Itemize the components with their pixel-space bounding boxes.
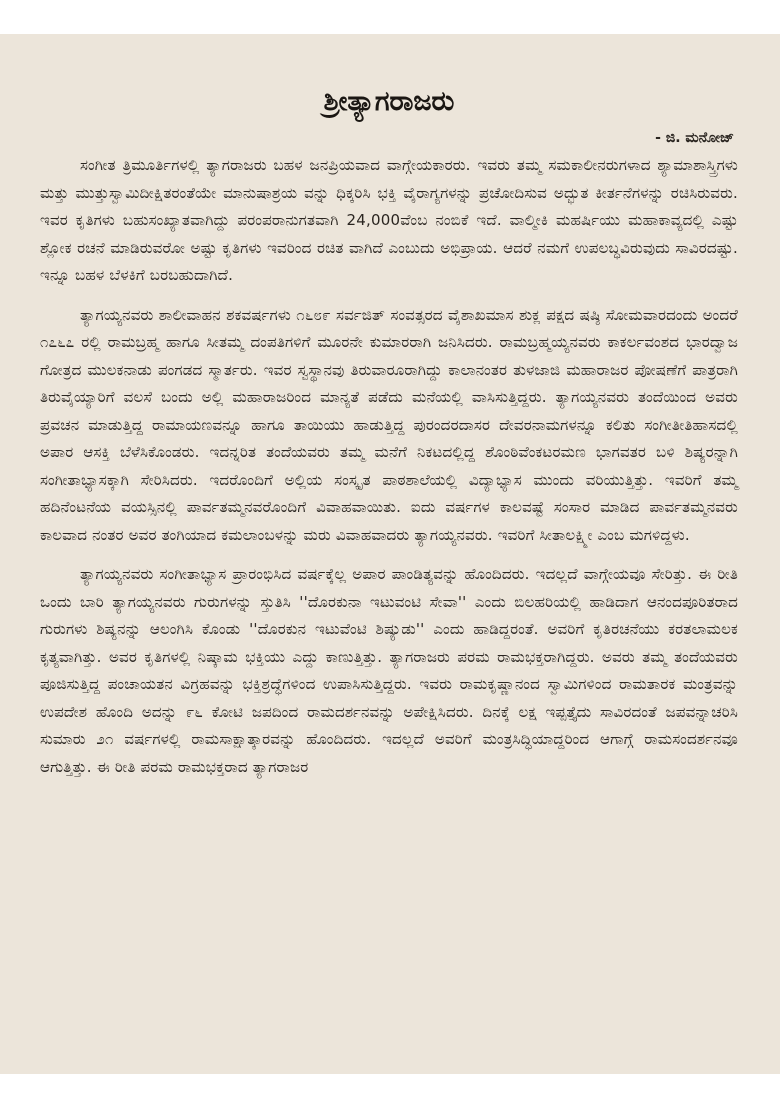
scanned-page [0, 34, 780, 1074]
paragraph-3: ತ್ಯಾಗಯ್ಯನವರು ಸಂಗೀತಾಭ್ಯಾಸ ಪ್ರಾರಂಭಿಸಿದ ವರ್ಷಕ್ಕೆಲ್ಲ ಅಪಾರ ಪಾಂಡಿತ್ಯವನ್ನು ಹೊಂದಿದರು. ಇದಲ್ಲದೆ ವಾಗ್ಗೇಯವೂ ಸೇರಿತ್ತು. ಈ ರೀತಿ ಒಂದು ಬಾರಿ ತ್ಯಾಗಯ್ಯನವರು ಗುರುಗಳನ್ನು ಸ್ತುತಿಸಿ ''ದೊರಕುನಾ ಇಟುವಂಟಿ ಸೇವಾ'' ಎಂದು ಬಿಲಹರಿಯಲ್ಲಿ ಹಾಡಿದಾಗ ಆನಂದಪೂರಿತರಾದ ಗುರುಗಳು ಶಿಷ್ಯನನ್ನು ಆಲಂಗಿಸಿ ಕೊಂಡು ''ದೊರಕುನ ಇಟುವೆಂಟಿ ಶಿಷ್ಯುಡು'' ಎಂದು ಹಾಡಿದ್ದರಂತೆ. ಅವರಿಗೆ ಕೃತಿರಚನೆಯು ಕರತಲಾಮಲಕ ಕೃತ್ಯವಾಗಿತ್ತು. ಅವರ ಕೃತಿಗಳಲ್ಲಿ ನಿಷ್ಕಾಮ ಭಕ್ತಿಯು ಎದ್ದು ಕಾಣುತ್ತಿತ್ತು. ತ್ಯಾಗರಾಜರು ಪರಮ ರಾಮಭಕ್ತರಾಗಿದ್ದರು. ಅವರು ತಮ್ಮ ತಂದೆಯವರು ಪೂಜಿಸುತ್ತಿದ್ದ ಪಂಚಾಯತನ ವಿಗ್ರಹವನ್ನು ಭಕ್ತಿಶ್ರದ್ಧೆಗಳಿಂದ ಉಪಾಸಿಸುತ್ತಿದ್ದರು. ಇವರು ರಾಮಕೃಷ್ಣಾನಂದ ಸ್ವಾಮಿಗಳಿಂದ ರಾಮತಾರಕ ಮಂತ್ರವನ್ನು ಉಪದೇಶ ಹೊಂದಿ ಅದನ್ನು ೯೬ ಕೋಟಿ ಜಪದಿಂದ ರಾಮದರ್ಶನವನ್ನು ಅಪೇಕ್ಷಿಸಿದರು. ದಿನಕ್ಕೆ ಲಕ್ಷ ಇಪ್ಪತ್ತೈದು ಸಾವಿರದಂತೆ ಜಪವನ್ನಾಚರಿಸಿ ಸುಮಾರು ೨೧ ವರ್ಷಗಳಲ್ಲಿ ರಾಮಸಾಕ್ಷಾತ್ಕಾರವನ್ನು ಹೊಂದಿದರು. ಇದಲ್ಲದೆ ಅವರಿಗೆ ಮಂತ್ರಸಿದ್ಧಿಯಾದ್ದರಿಂದ ಆಗಾಗ್ಗೆ ರಾಮಸಂದರ್ಶನವೂ ಆಗುತ್ತಿತ್ತು. ಈ ರೀತಿ ಪರಮ ರಾಮಭಕ್ತರಾದ ತ್ಯಾಗರಾಜರ [40, 565, 738, 776]
article-title: ಶ್ರೀತ್ಯಾಗರಾಜರು [323, 86, 455, 117]
paragraph-2: ತ್ಯಾಗಯ್ಯನವರು ಶಾಲೀವಾಹನ ಶಕವರ್ಷಗಳು ೧೬೮೯ ಸರ್ವಜಿತ್ ಸಂವತ್ಸರದ ವೈಶಾಖಮಾಸ ಶುಕ್ಲ ಪಕ್ಷದ ಷಷ್ಠಿ ಸೋಮವಾರದಂದು ಅಂದರೆ ೧೭೬೭ ರಲ್ಲಿ ರಾಮಬ್ರಹ್ಮ ಹಾಗೂ ಸೀತಮ್ಮ ದಂಪತಿಗಳಿಗೆ ಮೂರನೇ ಕುಮಾರರಾಗಿ ಜನಿಸಿದರು. ರಾಮಬ್ರಹ್ಮಯ್ಯನವರು ಕಾಕರ್ಲವಂಶದ ಭಾರದ್ವಾಜ ಗೋತ್ರದ ಮುಲಕನಾಡು ಪಂಗಡದ ಸ್ಮಾರ್ತರು. ಇವರ ಸ್ವಸ್ಥಾನವು ತಿರುವಾರೂರಾಗಿದ್ದು ಕಾಲಾನಂತರ ತುಳಜಾಜಿ ಮಹಾರಾಜರ ಪೋಷಣೆಗೆ ಪಾತ್ರರಾಗಿ ತಿರುವೈಯ್ಯಾರಿಗೆ ವಲಸೆ ಬಂದು ಅಲ್ಲಿ ಮಹಾರಾಜರಿಂದ ಮಾನ್ಯತೆ ಪಡೆದು ಮನೆಯಲ್ಲಿ ವಾಸಿಸುತ್ತಿದ್ದರು. ತ್ಯಾಗಯ್ಯನವರು ತಂದೆಯಿಂದ ಅವರು ಪ್ರವಚನ ಮಾಡುತ್ತಿದ್ದ ರಾಮಾಯಣವನ್ನೂ ಹಾಗೂ ತಾಯಿಯು ಹಾಡುತ್ತಿದ್ದ ಪುರಂದರದಾಸರ ದೇವರನಾಮಗಳನ್ನೂ ಕಲಿತು ಸಂಗೀತೀತಿಹಾಸದಲ್ಲಿ ಅಪಾರ ಆಸಕ್ತಿ ಬೆಳೆಸಿಕೊಂಡರು. ಇದನ್ನರಿತ ತಂದೆಯವರು ತಮ್ಮ ಮನೆಗೆ ನಿಕಟದಲ್ಲಿದ್ದ ಶೊಂಠಿವೆಂಕಟರಮಣ ಭಾಗವತರ ಬಳಿ ಶಿಷ್ಯರನ್ನಾಗಿ ಸಂಗೀತಾಭ್ಯಾಸಕ್ಕಾಗಿ ಸೇರಿಸಿದರು. ಇದರೊಂದಿಗೆ ಅಲ್ಲಿಯ ಸಂಸ್ಕೃತ ಪಾಠಶಾಲೆಯಲ್ಲಿ ವಿದ್ಯಾಭ್ಯಾಸ ಮುಂದು ವರಿಯುತ್ತಿತ್ತು. ಇವರಿಗೆ ತಮ್ಮ ಹದಿನೆಂಟನೆಯ ವಯಸ್ಸಿನಲ್ಲಿ ಪಾರ್ವತಮ್ಮನವರೊಂದಿಗೆ ವಿವಾಹವಾಯಿತು. ಐದು ವರ್ಷಗಳ ಕಾಲವಷ್ಟೆ ಸಂಸಾರ ಮಾಡಿದ ಪಾರ್ವತಮ್ಮನವರು ಕಾಲವಾದ ನಂತರ ಅವರ ತಂಗಿಯಾದ ಕಮಲಾಂಬಳನ್ನು ಮರು ವಿವಾಹವಾದರು ತ್ಯಾಗಯ್ಯನವರು. ಇವರಿಗೆ ಸೀತಾಲಕ್ಷ್ಮೀ ಎಂಬ ಮಗಳಿದ್ದಳು. [40, 305, 738, 544]
paragraph-1: ಸಂಗೀತ ತ್ರಿಮೂರ್ತಿಗಳಲ್ಲಿ ತ್ಯಾಗರಾಜರು ಬಹಳ ಜನಪ್ರಿಯವಾದ ವಾಗ್ಗೇಯಕಾರರು. ಇವರು ತಮ್ಮ ಸಮಕಾಲೀನರುಗಳಾದ ಶ್ಯಾಮಾಶಾಸ್ತ್ರಿಗಳು ಮತ್ತು ಮುತ್ತುಸ್ವಾಮಿದೀಕ್ಷಿತರಂತೆಯೇ ಮಾನುಷಾಶ್ರಯ ವನ್ನು ಧಿಕ್ಕರಿಸಿ ಭಕ್ತಿ ವೈರಾಗ್ಯಗಳನ್ನು ಪ್ರಚೋದಿಸುವ ಅದ್ಭುತ ಕೀರ್ತನೆಗಳನ್ನು ರಚಿಸಿರುವರು. ಇವರ ಕೃತಿಗಳು ಬಹುಸಂಖ್ಯಾತವಾಗಿದ್ದು ಪರಂಪರಾನುಗತವಾಗಿ 24,000ವೆಂಬ ನಂಬಿಕೆ ಇದೆ. ವಾಲ್ಮೀಕಿ ಮಹರ್ಷಿಯು ಮಹಾಕಾವ್ಯದಲ್ಲಿ ಎಷ್ಟು ಶ್ಲೋಕ ರಚನೆ ಮಾಡಿರುವರೋ ಅಷ್ಟು ಕೃತಿಗಳು ಇವರಿಂದ ರಚಿತ ವಾಗಿದೆ ಎಂಬುದು ಅಭಿಪ್ರಾಯ. ಆದರೆ ನಮಗೆ ಉಪಲಬ್ಧವಿರುವುದು ಸಾವಿರದಷ್ಟು. ಇನ್ನೂ ಬಹಳ ಬೆಳಕಿಗೆ ಬರಬಹುದಾಗಿದೆ. [40, 156, 738, 284]
article-author: - ಜಿ. ಮನೋಜ್ [655, 130, 734, 146]
